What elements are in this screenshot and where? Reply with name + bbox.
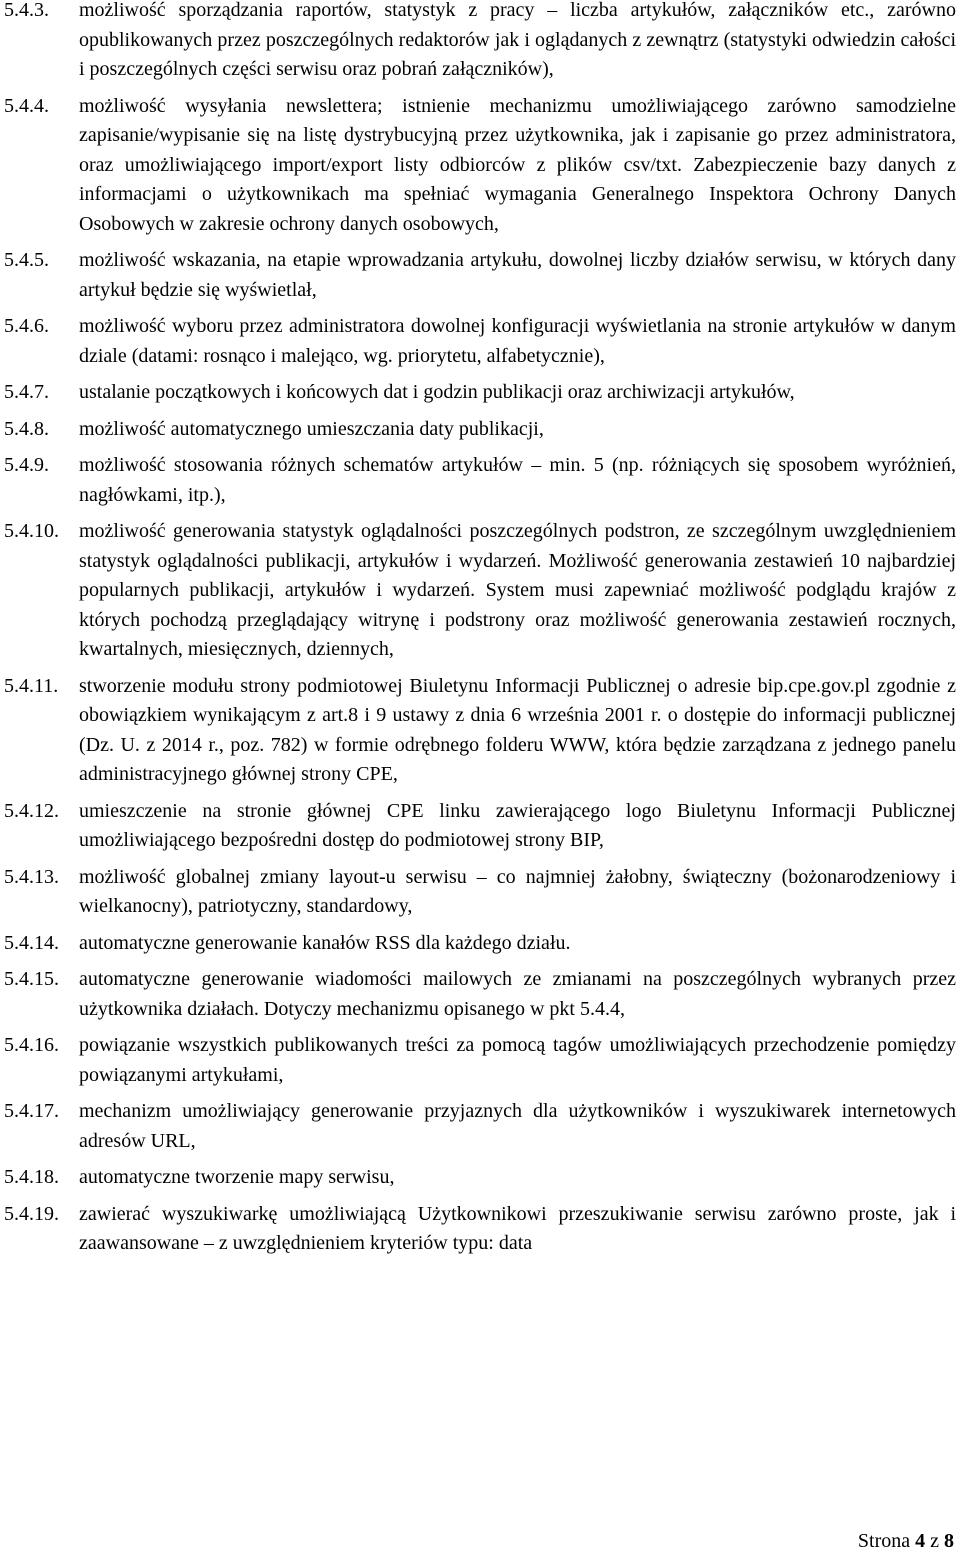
list-item [4,517,956,665]
item-text: możliwość wskazania, na etapie wprowadzania artykułu, dowolnej liczby działów serwisu, w których dany artykuł będzie się wyświetlał, [79,249,956,301]
item-text: możliwość sporządzania raportów, statystyk z pracy – liczba artykułów, załączników etc., zarówno opublikowanych przez poszczególnych redaktorów jak i oglądanych z zewnątrz (statystyki odwiedzin całości i poszczególnych części serwisu oraz pobrań załączników), [79,0,956,80]
footer-total-pages: 8 [944,1530,954,1552]
list-item [4,378,956,408]
item-text: możliwość stosowania różnych schematów artykułów – min. 5 (np. różniących się sposobem wyróżnień, nagłówkami, itp.), [79,454,956,506]
item-number: 5.4.6. [4,315,49,337]
item-number: 5.4.3. [4,0,49,21]
item-text: możliwość wyboru przez administratora dowolnej konfiguracji wyświetlania na stronie artykułów w danym dziale (datami: rosnąco i malejąco, wg. priorytetu, alfabetycznie), [79,315,956,367]
item-number: 5.4.8. [4,417,49,440]
list-item [4,312,956,371]
item-text: możliwość globalnej zmiany layout-u serwisu – co najmniej żałobny, świąteczny (bożonarodzeniowy i wielkanocny), patriotyczny, standardowy, [79,865,956,917]
item-number: 5.4.17. [4,1100,59,1122]
item-text: zawierać wyszukiwarkę umożliwiającą Użytkownikowi przeszukiwanie serwisu zarówno proste, jak i zaawansowane – z uwzględnieniem kryteriów typu: data [79,1202,956,1254]
list-item [4,92,956,240]
item-number: 5.4.9. [4,454,49,476]
item-text: stworzenie modułu strony podmiotowej Biuletynu Informacji Publicznej o adresie bip.cpe.gov.pl zgodnie z obowiązkiem wynikającym z art.8 i 9 ustawy z dnia 6 września 2001 r. o dostępie do informacji publicznej (Dz. U. z 2014 r., poz. 782) w formie odrębnego folderu WWW, która będzie zarządzana z jednego panelu administracyjnego głównej strony CPE, [79,674,956,785]
list-item [4,929,956,959]
item-number: 5.4.12. [4,799,59,822]
item-text: automatyczne tworzenie mapy serwisu, [79,1166,395,1188]
list-item [4,863,956,922]
item-number: 5.4.15. [4,968,59,990]
list-item [4,246,956,305]
footer-separator: z [930,1530,939,1552]
item-number: 5.4.4. [4,94,49,117]
item-text: automatyczne generowanie kanałów RSS dla każdego działu. [79,931,571,954]
item-number: 5.4.11. [4,674,59,697]
item-text: powiązanie wszystkich publikowanych treści za pomocą tagów umożliwiających przechodzenie pomiędzy powiązanymi artykułami, [79,1034,956,1086]
list-item [4,1200,956,1259]
list-item [4,1163,956,1193]
list-item [4,451,956,510]
list-item [4,415,956,445]
item-text: ustalanie początkowych i końcowych dat i godzin publikacji oraz archiwizacji artykułów, [79,381,795,403]
list-item [4,1097,956,1156]
list-item [4,797,956,856]
footer-current-page: 4 [915,1530,926,1552]
item-number: 5.4.13. [4,865,59,888]
list-item [4,672,956,790]
item-number: 5.4.10. [4,520,59,542]
item-number: 5.4.5. [4,249,49,271]
item-number: 5.4.16. [4,1034,59,1056]
footer-label: Strona [857,1530,911,1552]
item-text: umieszczenie na stronie głównej CPE linku zawierającego logo Biuletynu Informacji Publicznej umożliwiającego bezpośredni dostęp do podmiotowej strony BIP, [79,799,956,851]
item-number: 5.4.19. [4,1202,59,1225]
page-footer [858,1527,954,1555]
item-number: 5.4.18. [4,1166,59,1188]
item-number: 5.4.14. [4,931,59,954]
item-text: automatyczne generowanie wiadomości mailowych ze zmianami na poszczególnych wybranych przez użytkownika działach. Dotyczy mechanizmu opisanego w pkt 5.4.4, [79,968,956,1020]
item-text: możliwość generowania statystyk oglądalności poszczególnych podstron, ze szczególnym uwzględnieniem statystyk oglądalności publikacji, artykułów i wydarzeń. Możliwość generowania zestawień 10 najbardziej popularnych publikacji, artykułów i wydarzeń. System musi zapewniać możliwość podglądu krajów z których pochodzą przeglądający witrynę i podstrony oraz możliwość generowania zestawień rocznych, kwartalnych, miesięcznych, dziennych, [79,520,956,660]
list-item [4,0,956,85]
item-text: mechanizm umożliwiający generowanie przyjaznych dla użytkowników i wyszukiwarek internetowych adresów URL, [79,1100,956,1152]
item-text: możliwość wysyłania newslettera; istnienie mechanizmu umożliwiającego zarówno samodzielne zapisanie/wypisanie się na listę dystrybucyjną przez użytkownika, jak i zapisanie go przez administratora, oraz umożliwiającego import/export listy odbiorców z plików csv/txt. Zabezpieczenie bazy danych z informacjami o użytkownikach ma spełniać wymagania Generalnego Inspektora Ochrony Danych Osobowych w zakresie ochrony danych osobowych, [79,94,956,235]
item-text: możliwość automatycznego umieszczania daty publikacji, [79,417,544,440]
list-item [4,1031,956,1090]
document-page [4,0,956,1266]
item-number: 5.4.7. [4,381,49,403]
list-item [4,965,956,1024]
